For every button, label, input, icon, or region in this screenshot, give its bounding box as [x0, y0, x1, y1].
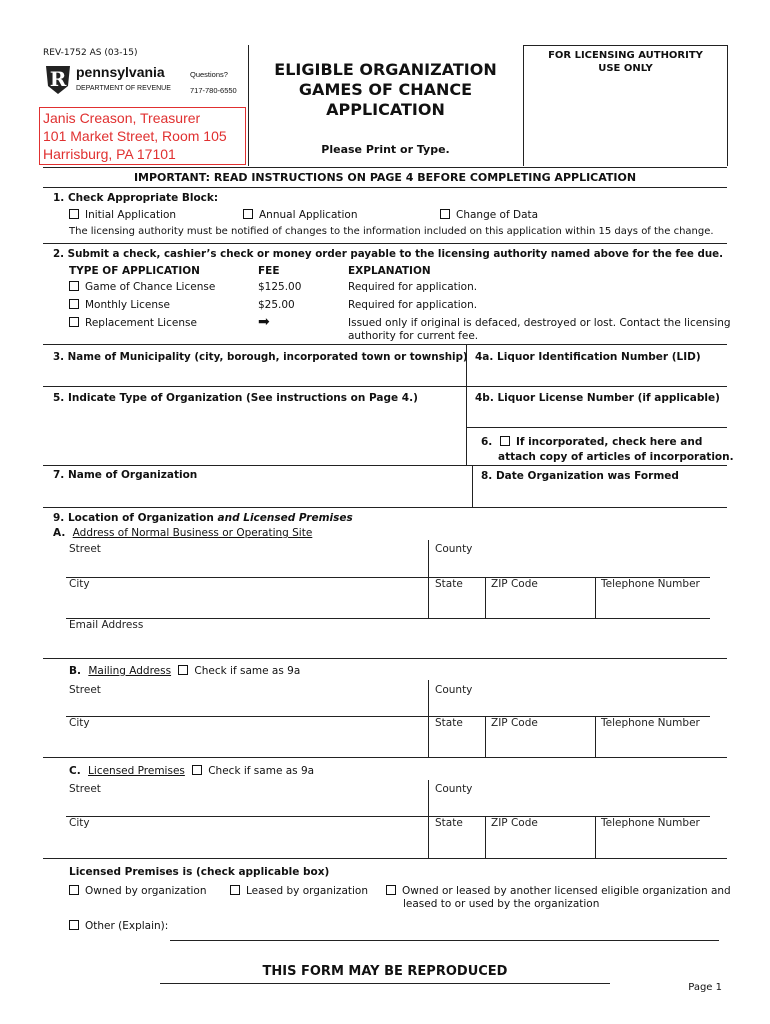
authority-use-label	[524, 49, 727, 75]
explanation-text: Required for application.	[348, 281, 478, 293]
same-as-9a-label: Check if same as 9a	[208, 765, 315, 777]
state-label: State	[435, 717, 463, 729]
option-label: Leased by organization	[246, 885, 368, 897]
address-line: Janis Creason, Treasurer	[43, 110, 201, 126]
subsection-c-heading	[69, 765, 314, 777]
zip-label: ZIP Code	[491, 817, 538, 829]
form-title	[258, 60, 513, 120]
street-label: Street	[69, 684, 101, 696]
option-label: Owned or leased by another licensed eligible organization and	[402, 885, 731, 897]
explanation-text-cont: authority for current fee.	[348, 330, 479, 342]
col-type-header: TYPE OF APPLICATION	[69, 265, 200, 277]
incorporated-label: If incorporated, check here and	[515, 436, 703, 448]
owned-by-org-option[interactable]	[69, 885, 206, 897]
leased-by-org-option[interactable]	[230, 885, 368, 897]
phone-label: Telephone Number	[601, 817, 700, 829]
subsection-letter: B.	[69, 665, 81, 677]
liquor-license-field-label: 4b. Liquor License Number (if applicable)	[475, 392, 720, 404]
option-label: Annual Application	[259, 209, 358, 221]
option-label: Change of Data	[456, 209, 539, 221]
city-label: City	[69, 578, 90, 590]
zip-label: ZIP Code	[491, 578, 538, 590]
premises-heading: Licensed Premises is (check applicable box)	[69, 866, 330, 878]
phone-label: Telephone Number	[601, 717, 700, 729]
date-formed-field-label: 8. Date Organization was Formed	[481, 470, 679, 482]
checkbox[interactable]	[500, 436, 510, 446]
monthly-license-option[interactable]	[69, 299, 170, 311]
title-line: APPLICATION	[326, 100, 445, 119]
col-fee-header: FEE	[258, 265, 280, 277]
logo-subtitle: DEPARTMENT OF REVENUE	[76, 85, 171, 92]
state-label: State	[435, 578, 463, 590]
subsection-title: Licensed Premises	[88, 765, 185, 777]
subsection-title: Address of Normal Business or Operating Site	[72, 527, 313, 539]
type-label: Game of Chance License	[85, 281, 216, 293]
print-note: Please Print or Type.	[321, 143, 450, 156]
county-label: County	[435, 783, 473, 795]
field-number: 6.	[481, 436, 493, 448]
authority-line: FOR LICENSING AUTHORITY	[548, 50, 703, 61]
email-label: Email Address	[69, 619, 144, 631]
subsection-letter: A.	[53, 527, 66, 539]
explanation-text: Issued only if original is defaced, destroyed or lost. Contact the licensing	[348, 317, 731, 329]
questions-phone: 717-780-6550	[190, 86, 237, 95]
same-as-9a-label: Check if same as 9a	[194, 665, 301, 677]
address-line: 101 Market Street, Room 105	[43, 128, 227, 144]
phone-label: Telephone Number	[601, 578, 700, 590]
game-of-chance-option[interactable]	[69, 281, 215, 293]
initial-application-option[interactable]	[69, 209, 176, 221]
section9-heading-italic: and Licensed Premises	[217, 512, 353, 524]
same-as-9a-checkbox[interactable]	[178, 665, 188, 675]
checkbox[interactable]	[69, 317, 79, 327]
checkbox[interactable]	[386, 885, 396, 895]
checkbox[interactable]	[69, 299, 79, 309]
title-line: GAMES OF CHANCE	[298, 80, 473, 99]
option-label: Initial Application	[85, 209, 177, 221]
type-label: Monthly License	[85, 299, 170, 311]
street-label: Street	[69, 543, 101, 555]
checkbox[interactable]	[69, 281, 79, 291]
county-label: County	[435, 543, 473, 555]
fee-value: $25.00	[258, 299, 295, 311]
org-type-field-label: 5. Indicate Type of Organization (See instructions on Page 4.)	[53, 392, 418, 404]
subsection-letter: C.	[69, 765, 81, 777]
county-label: County	[435, 684, 473, 696]
licensing-authority-address-box	[39, 107, 246, 165]
municipality-field-label: 3. Name of Municipality (city, borough, incorporated town or township)	[53, 351, 468, 363]
keystone-logo-icon	[43, 64, 73, 99]
type-label: Replacement License	[85, 317, 197, 329]
subsection-title: Mailing Address	[88, 665, 172, 677]
logo-wordmark: pennsylvania	[76, 64, 165, 80]
checkbox[interactable]	[230, 885, 240, 895]
same-as-9a-checkbox[interactable]	[192, 765, 202, 775]
checkbox[interactable]	[69, 209, 79, 219]
option-label: Other (Explain):	[85, 920, 169, 932]
svg-text:R: R	[49, 67, 67, 91]
address-line: Harrisburg, PA 17101	[43, 146, 176, 162]
city-label: City	[69, 717, 90, 729]
fee-value: $125.00	[258, 281, 302, 293]
section2-heading: 2. Submit a check, cashier’s check or money order payable to the licensing authority named above for the fee due.	[53, 248, 724, 260]
zip-label: ZIP Code	[491, 717, 538, 729]
other-explain-option[interactable]	[69, 920, 168, 932]
section1-heading: 1. Check Appropriate Block:	[53, 192, 219, 204]
arrow-right-icon: ➡	[258, 314, 270, 330]
checkbox[interactable]	[69, 920, 79, 930]
lid-field-label: 4a. Liquor Identification Number (LID)	[475, 351, 701, 363]
option-label-cont: leased to or used by the organization	[403, 898, 600, 910]
incorporated-checkbox-option[interactable]	[481, 435, 734, 465]
form-id: REV-1752 AS (03-15)	[43, 48, 138, 58]
explanation-text: Required for application.	[348, 299, 478, 311]
other-explain-input[interactable]	[170, 940, 719, 941]
subsection-a-heading	[53, 527, 312, 539]
important-notice: IMPORTANT: READ INSTRUCTIONS ON PAGE 4 BEFORE COMPLETING APPLICATION	[133, 171, 637, 184]
org-name-field-label: 7. Name of Organization	[53, 469, 198, 481]
change-of-data-option[interactable]	[440, 209, 538, 221]
title-line: ELIGIBLE ORGANIZATION	[274, 60, 497, 79]
section1-note: The licensing authority must be notified of changes to the information included on this application within 15 days of the change.	[69, 226, 714, 237]
option-label: Owned by organization	[85, 885, 207, 897]
checkbox[interactable]	[243, 209, 253, 219]
section9-heading	[53, 512, 353, 524]
checkbox[interactable]	[440, 209, 450, 219]
authority-line: USE ONLY	[598, 63, 653, 74]
state-label: State	[435, 817, 463, 829]
col-explanation-header: EXPLANATION	[348, 265, 431, 277]
section9-heading-text: 9. Location of Organization	[53, 512, 218, 524]
reproduce-notice: THIS FORM MAY BE REPRODUCED	[262, 964, 508, 979]
questions-label: Questions?	[190, 70, 228, 79]
street-label: Street	[69, 783, 101, 795]
annual-application-option[interactable]	[243, 209, 358, 221]
other-org-option[interactable]	[386, 885, 731, 911]
incorporated-label-cont: attach copy of articles of incorporation.	[498, 451, 734, 463]
replacement-license-option[interactable]	[69, 317, 197, 329]
checkbox[interactable]	[69, 885, 79, 895]
city-label: City	[69, 817, 90, 829]
page-number: Page 1	[688, 982, 722, 993]
subsection-b-heading	[69, 665, 300, 677]
